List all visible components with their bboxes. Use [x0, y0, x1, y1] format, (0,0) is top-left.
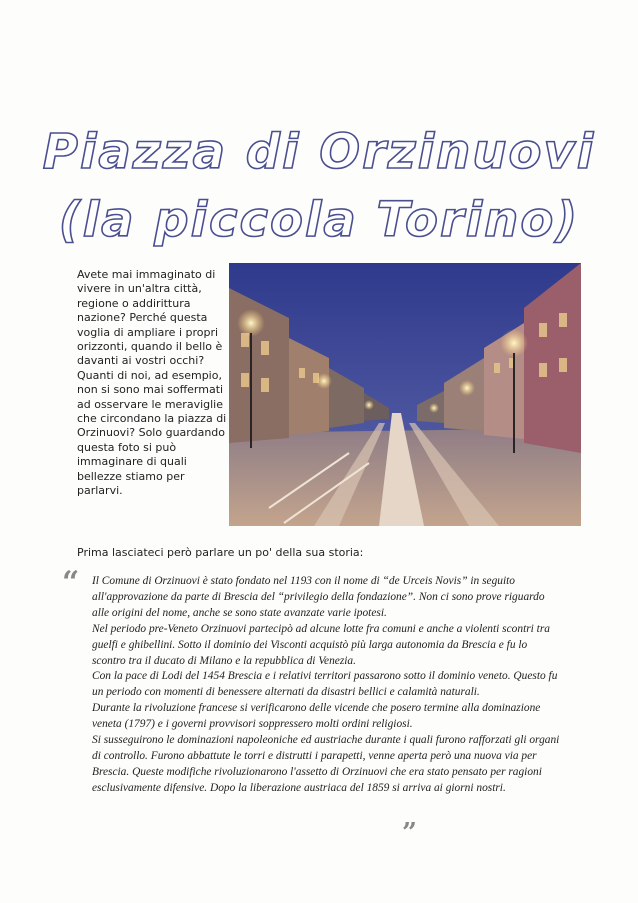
- lead-sentence: Prima lasciateci però parlare un po' della sua storia:: [77, 546, 364, 559]
- piazza-photo: [229, 263, 581, 526]
- title-line-1: Piazza di Orzinuovi: [42, 124, 596, 180]
- quote-paragraph: Durante la rivoluzione francese si verificarono delle vicende che posero termine alla dominazione veneta (1797) e i governi provvisori soppressero molti ordini religiosi.: [92, 702, 541, 731]
- open-quote-mark: “: [62, 565, 80, 600]
- quote-paragraph: Il Comune di Orzinuovi è stato fondato nel 1193 con il nome di “de Urceis Novis” in seguito all'approvazione da parte di Brescia del “privilegio della fondazione”. Non ci sono prove riguardo alle origini del nome, anche se sono state avanzate varie ipotesi.: [92, 575, 545, 619]
- history-quote: [92, 574, 562, 797]
- close-quote-mark: ”: [402, 818, 417, 848]
- intro-paragraph: Avete mai immaginato di vivere in un'altra città, regione o addirittura nazione? Perché questa voglia di ampliare i propri orizzonti, quando il bello è davanti ai vostri occhi? Quanti di noi, ad esempio, non si sono mai soffermati ad osservare le meraviglie che circondano la piazza di Orzinuovi? Solo guardando questa foto si può immaginare di quali bellezze stiamo per parlarvi.: [77, 268, 227, 498]
- quote-paragraph: Nel periodo pre-Veneto Orzinuovi partecipò ad alcune lotte fra comuni e anche a violenti scontri tra guelfi e ghibellini. Sotto il dominio dei Visconti acquistò più larga autonomia da Brescia e fu lo scontro tra il ducato di Milano e la repubblica di Venezia.: [92, 622, 550, 667]
- quote-paragraph: Con la pace di Lodi del 1454 Brescia e i relativi territori passarono sotto il dominio veneto. Questo fu un periodo con momenti di benessere alternati da disastri bellici e calamità naturali.: [92, 670, 558, 699]
- quote-paragraph: Si susseguirono le dominazioni napoleoniche ed austriache durante i quali furono rafforzati gli organi di controllo. Furono abbattute le torri e distrutti i parapetti, venne aperta però una nuova via per Brescia. Queste modifiche rivoluzionarono l'assetto di Orzinuovi che era stato pensato per ragioni esclusivamente difensive. Dopo la liberazione austriaca del 1859 si arriva ai giorni nostri.: [92, 734, 560, 794]
- title-line-2: (la piccola Torino): [58, 192, 580, 248]
